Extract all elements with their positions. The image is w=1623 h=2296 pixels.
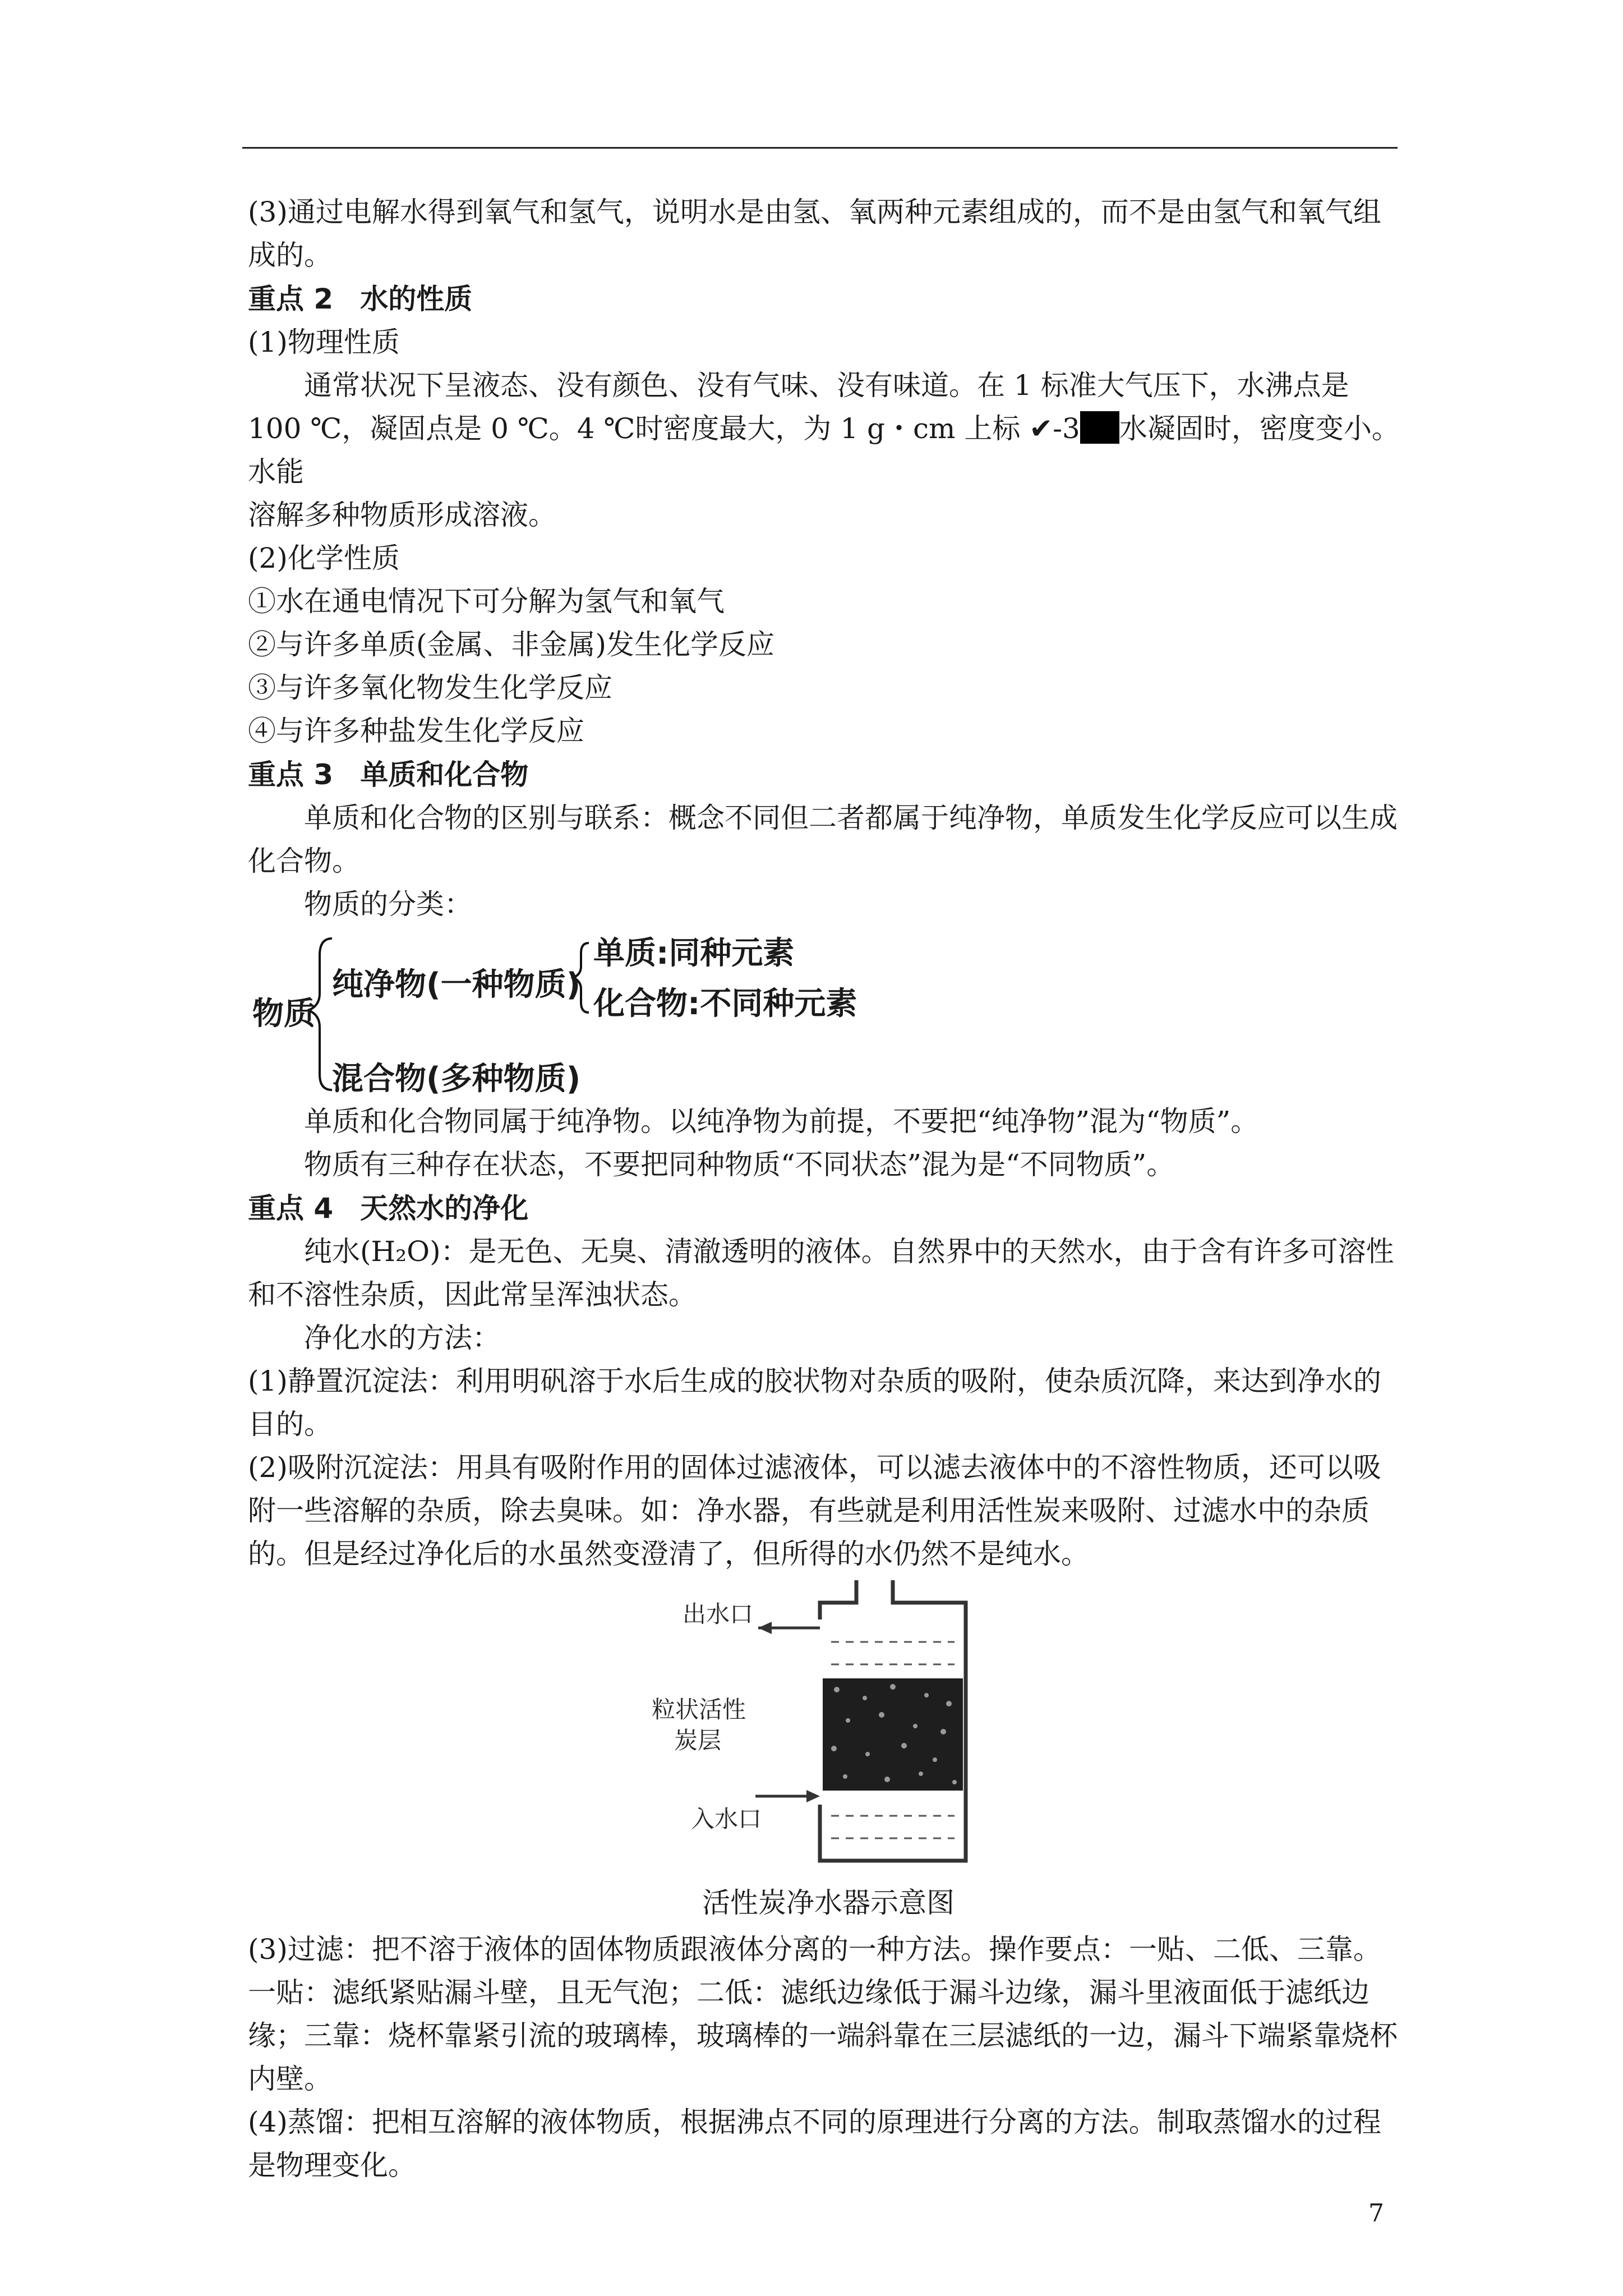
tree-root: 物质 [252, 996, 315, 1032]
header-rule [242, 147, 1398, 149]
list-item: ③与许多氧化物发生化学反应 [248, 671, 612, 704]
paragraph: 单质和化合物同属于纯净物。以纯净物为前提，不要把“纯净物”混为“物质”。 [304, 1105, 1259, 1138]
paragraph: 物质的分类： [304, 888, 472, 921]
classification-tree [248, 927, 1409, 1096]
paragraph: 通常状况下呈液态、没有颜色、没有气味、没有味道。在 1 标准大气压下，水沸点是 100 ℃，凝固点是 0 ℃。4 ℃时密度最大，为 1 g・cm 上标 ✔-3 水凝固时，密度变小。水能 [248, 369, 1400, 488]
inlet-label: 入水口 [691, 1805, 762, 1833]
list-item: ①水在通电情况下可分解为氢气和氧气 [248, 585, 725, 618]
page-content [248, 191, 1409, 2187]
paragraph: 溶解多种物质形成溶液。 [248, 499, 556, 531]
paragraph: (1)静置沉淀法：利用明矾溶于水后生成的胶状物对杂质的吸附，使杂质沉降，来达到净水的目的。 [248, 1365, 1381, 1441]
carbon-layer-label-2: 炭层 [674, 1727, 722, 1754]
paragraph: 物质有三种存在状态，不要把同种物质“不同状态”混为是“不同物质”。 [304, 1148, 1175, 1181]
subheading: (1)物理性质 [248, 326, 400, 358]
paragraph: 单质和化合物的区别与联系：概念不同但二者都属于纯净物，单质发生化学反应可以生成化合物。 [248, 802, 1398, 877]
tree-pure: 纯净物(一种物质) [332, 967, 581, 1003]
tree-mixture: 混合物(多种物质) [332, 1061, 581, 1097]
paragraph: (3)通过电解水得到氧气和氢气，说明水是由氢、氧两种元素组成的，而不是由氢气和氧气组成的。 [248, 196, 1381, 272]
section-heading: 重点 2 水的性质 [248, 283, 473, 315]
water-filter-figure [248, 1576, 1409, 1883]
outlet-label: 出水口 [683, 1600, 754, 1628]
subheading: (2)化学性质 [248, 542, 400, 574]
paragraph: 净化水的方法： [304, 1322, 500, 1354]
tree-compound: 化合物:不同种元素 [593, 986, 857, 1022]
paragraph: (3)过滤：把不溶于液体的固体物质跟液体分离的一种方法。操作要点：一贴、二低、三靠。一贴：滤纸紧贴漏斗壁，且无气泡；二低：滤纸边缘低于漏斗边缘，漏斗里液面低于滤纸边缘；三靠：烧杯靠紧引流的玻璃棒，玻璃棒的一端斜靠在三层滤纸的一边，漏斗下端紧靠烧杯内壁。 [248, 1933, 1398, 2095]
list-item: ②与许多单质(金属、非金属)发生化学反应 [248, 628, 775, 661]
section-heading: 重点 3 单质和化合物 [248, 758, 529, 791]
water-filter-diagram [652, 1580, 999, 1878]
paragraph: (2)吸附沉淀法：用具有吸附作用的固体过滤液体，可以滤去液体中的不溶性物质，还可以吸附一些溶解的杂质，除去臭味。如：净水器，有些就是利用活性炭来吸附、过滤水中的杂质的。但是经过净化后的水虽然变澄清了，但所得的水仍然不是纯水。 [248, 1451, 1381, 1570]
page-number: 7 [1368, 2199, 1384, 2228]
redaction-block [1080, 411, 1119, 444]
tree-element: 单质:同种元素 [593, 935, 795, 972]
carbon-layer-label-1: 粒状活性 [652, 1696, 746, 1723]
figure-caption: 活性炭净水器示意图 [702, 1887, 955, 1919]
section-heading: 重点 4 天然水的净化 [248, 1192, 529, 1225]
paragraph: (4)蒸馏：把相互溶解的液体物质，根据沸点不同的原理进行分离的方法。制取蒸馏水的过程是物理变化。 [248, 2106, 1381, 2182]
list-item: ④与许多种盐发生化学反应 [248, 715, 584, 747]
paragraph: 纯水(H₂O)：是无色、无臭、清澈透明的液体。自然界中的天然水，由于含有许多可溶性和不溶性杂质，因此常呈浑浊状态。 [248, 1235, 1394, 1311]
